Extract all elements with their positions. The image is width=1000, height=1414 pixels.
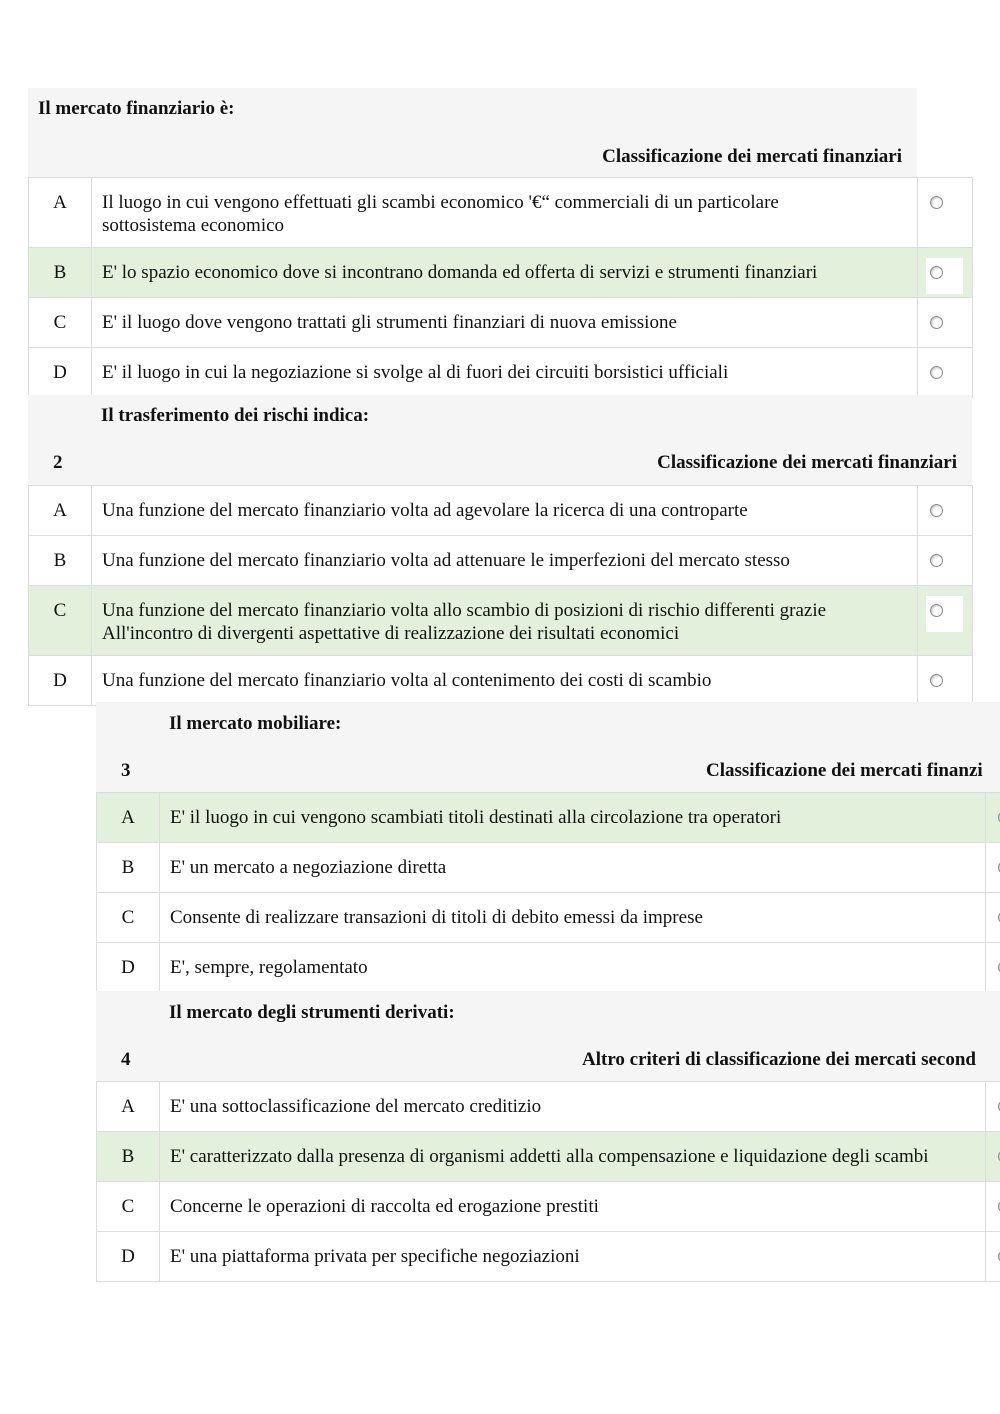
question-header xyxy=(28,395,972,485)
shifted-block xyxy=(96,702,1000,1282)
question-text: Il mercato finanziario è: xyxy=(38,98,235,119)
options-table xyxy=(28,177,973,398)
option-row xyxy=(97,1082,1000,1132)
question-header xyxy=(96,702,1000,792)
option-text: E' un mercato a negoziazione diretta xyxy=(160,843,986,893)
option-row-correct xyxy=(97,793,1000,843)
option-letter: D xyxy=(97,943,160,993)
option-row xyxy=(29,486,973,536)
option-letter: A xyxy=(29,178,92,248)
option-text: Una funzione del mercato finanziario volta ad attenuare le imperfezioni del mercato stesso xyxy=(92,536,918,586)
option-text: E' caratterizzato dalla presenza di organismi addetti alla compensazione e liquidazione degli scambi xyxy=(160,1132,986,1182)
option-letter: C xyxy=(29,298,92,348)
question-3 xyxy=(96,702,1000,993)
answer-radio[interactable] xyxy=(930,196,943,209)
option-letter: C xyxy=(97,893,160,943)
options-table xyxy=(96,1081,1000,1282)
question-1 xyxy=(28,88,973,398)
option-letter: D xyxy=(29,656,92,706)
option-text: E' il luogo in cui vengono scambiati titoli destinati alla circolazione tra operatori xyxy=(160,793,986,843)
answer-radio[interactable] xyxy=(930,604,943,617)
option-row xyxy=(97,893,1000,943)
answer-radio[interactable] xyxy=(930,316,943,329)
option-letter: D xyxy=(97,1232,160,1282)
option-letter: C xyxy=(97,1182,160,1232)
question-category: Altro criteri di classificazione dei mercati second xyxy=(582,1049,976,1070)
question-text: Il trasferimento dei rischi indica: xyxy=(101,405,370,426)
option-text: Il luogo in cui vengono effettuati gli scambi economico '€“ commerciali di un particolare sottosistema economico xyxy=(92,178,918,248)
option-text: E', sempre, regolamentato xyxy=(160,943,986,993)
question-header xyxy=(28,88,917,177)
answer-radio[interactable] xyxy=(930,266,943,279)
option-letter: B xyxy=(29,536,92,586)
option-letter: B xyxy=(97,1132,160,1182)
option-text: Una funzione del mercato finanziario volta ad agevolare la ricerca di una controparte xyxy=(92,486,918,536)
question-text: Il mercato mobiliare: xyxy=(169,713,342,734)
answer-radio[interactable] xyxy=(930,674,943,687)
option-row xyxy=(97,1232,1000,1282)
question-number: 3 xyxy=(121,760,131,781)
question-number: 4 xyxy=(121,1049,131,1070)
option-text: Una funzione del mercato finanziario volta allo scambio di posizioni di rischio differenti grazie All'incontro di divergenti aspettative di realizzazione dei risultati economici xyxy=(92,586,918,656)
option-text: E' il luogo dove vengono trattati gli strumenti finanziari di nuova emissione xyxy=(92,298,918,348)
option-letter: A xyxy=(97,793,160,843)
question-text: Il mercato degli strumenti derivati: xyxy=(169,1002,455,1023)
answer-radio[interactable] xyxy=(930,554,943,567)
options-table xyxy=(28,485,973,706)
option-row xyxy=(97,1182,1000,1232)
option-letter: A xyxy=(97,1082,160,1132)
option-letter: A xyxy=(29,486,92,536)
option-row-correct xyxy=(97,1132,1000,1182)
option-row xyxy=(29,656,973,706)
question-header xyxy=(96,991,1000,1081)
question-number: 2 xyxy=(53,452,63,473)
option-text: E' lo spazio economico dove si incontrano domanda ed offerta di servizi e strumenti finanziari xyxy=(92,248,918,298)
options-table xyxy=(96,792,1000,993)
question-category: Classificazione dei mercati finanziari xyxy=(657,452,957,473)
answer-radio[interactable] xyxy=(930,366,943,379)
option-letter: D xyxy=(29,348,92,398)
option-row xyxy=(97,943,1000,993)
option-text: Consente di realizzare transazioni di titoli di debito emessi da imprese xyxy=(160,893,986,943)
option-text: Concerne le operazioni di raccolta ed erogazione prestiti xyxy=(160,1182,986,1232)
option-row-correct xyxy=(29,248,973,298)
answer-radio[interactable] xyxy=(930,504,943,517)
option-text: E' il luogo in cui la negoziazione si svolge al di fuori dei circuiti borsistici ufficiali xyxy=(92,348,918,398)
option-row xyxy=(29,348,973,398)
question-4 xyxy=(96,991,1000,1282)
option-letter: C xyxy=(29,586,92,656)
option-text: E' una piattaforma privata per specifiche negoziazioni xyxy=(160,1232,986,1282)
option-text: E' una sottoclassificazione del mercato creditizio xyxy=(160,1082,986,1132)
option-row-correct xyxy=(29,586,973,656)
option-row xyxy=(29,178,973,248)
option-row xyxy=(29,536,973,586)
option-row xyxy=(29,298,973,348)
question-2 xyxy=(28,395,973,706)
question-category: Classificazione dei mercati finanzi xyxy=(706,760,983,781)
question-category: Classificazione dei mercati finanziari xyxy=(602,146,902,167)
option-text: Una funzione del mercato finanziario volta al contenimento dei costi di scambio xyxy=(92,656,918,706)
option-letter: B xyxy=(29,248,92,298)
option-letter: B xyxy=(97,843,160,893)
option-row xyxy=(97,843,1000,893)
